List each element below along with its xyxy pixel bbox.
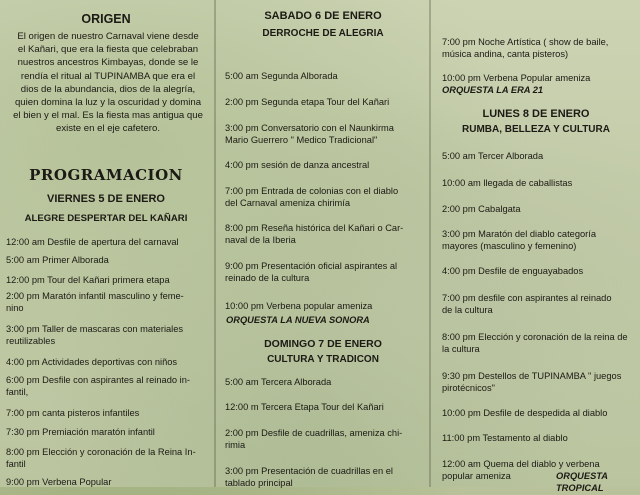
event-line: 12:00 am Desfile de apertura del carnaval [6, 237, 179, 247]
fold-line-2 [429, 0, 431, 487]
event-line: 3:00 pm Presentación de cuadrillas en el [225, 466, 393, 476]
origen-line: rendía el ritual al TUPINAMBA que era el [20, 70, 196, 82]
event-line: 2:00 pm Cabalgata [442, 204, 521, 214]
origen-paragraph [6, 30, 210, 136]
event-line: tablado principal [225, 478, 293, 489]
event-line: música andina, canta pisteros) [442, 49, 569, 60]
event-line: 9:00 pm Verbena Popular [6, 477, 112, 487]
event-item [442, 265, 583, 277]
event-line: 12:00 am Quema del diablo y verbena [442, 459, 600, 469]
event-line: 7:30 pm Premiación maratón infantil [6, 427, 155, 437]
event-item [225, 260, 397, 285]
event-item [6, 407, 139, 419]
event-item [442, 432, 568, 444]
subtitle-viernes: ALEGRE DESPERTAR DEL KAÑARI [24, 213, 188, 224]
event-line: 2:00 pm Segunda etapa Tour del Kañari [225, 97, 390, 107]
event-line: 8:00 pm Reseña histórica del Kañari o Car- [225, 223, 404, 233]
event-item [225, 185, 398, 210]
event-line: 10:00 pm Verbena popular ameniza [225, 301, 373, 311]
event-item [6, 254, 109, 266]
day-viernes: VIERNES 5 DE ENERO [47, 193, 165, 205]
origen-title: ORIGEN [81, 12, 131, 26]
event-line: 7:00 pm Noche Artística ( show de baile, [442, 37, 609, 47]
event-item [442, 407, 607, 419]
event-line: rimia [225, 440, 246, 451]
event-item [225, 376, 331, 388]
event-item [225, 159, 369, 171]
event-line: 8:00 pm Elección y coronación de la Reina In- [6, 447, 196, 457]
event-item [225, 222, 403, 247]
event-line: 11:00 pm Testamento al diablo [442, 433, 568, 443]
event-line: 3:00 pm Taller de mascaras con materiales [6, 324, 184, 334]
column-lunes [432, 0, 640, 494]
event-item [6, 236, 179, 248]
event-line: naval de la Iberia [225, 235, 296, 246]
event-line: 9:30 pm Destellos de TUPINAMBA " juegos [442, 371, 622, 381]
event-line: 3:00 pm Maratón del diablo categoría [442, 229, 597, 239]
event-line: mayores (masculino y femenino) [442, 241, 577, 252]
event-item [6, 356, 177, 368]
event-item [225, 96, 389, 108]
day-domingo: DOMINGO 7 DE ENERO [264, 338, 382, 350]
event-item [442, 370, 621, 395]
event-line: fantil, [6, 387, 29, 398]
day-lunes: LUNES 8 DE ENERO [482, 108, 590, 120]
day-sabado: SABADO 6 DE ENERO [264, 10, 382, 22]
column-sabado-domingo [218, 0, 428, 487]
event-line: 2:00 pm Maratón infantil masculino y feme- [6, 291, 184, 301]
event-line: 9:00 pm Presentación oficial aspirantes al [225, 261, 398, 271]
event-line: 5:00 am Tercer Alborada [442, 151, 544, 161]
event-line: Mario Guerrero " Medico Tradicional" [225, 135, 378, 146]
subtitle-sabado: DERROCHE DE ALEGRIA [262, 28, 384, 39]
origen-line: nuestros ancestros Kimbayas, donde se le [17, 57, 199, 69]
subtitle-domingo: CULTURA Y TRADICON [267, 354, 379, 365]
event-item [225, 401, 384, 413]
origen-line: El origen de nuestro Carnaval viene desde [17, 31, 199, 42]
event-item [225, 122, 394, 147]
orquesta-tropical: ORQUESTA TROPICAL [556, 471, 608, 494]
event-line: 7:00 pm Entrada de colonias con el diablo [225, 186, 399, 196]
event-line: 7:00 pm canta pisteros infantiles [6, 408, 140, 418]
orquesta-la-era: ORQUESTA LA ERA 21 [442, 85, 544, 95]
event-line: 5:00 am Segunda Alborada [225, 71, 338, 81]
event-line: 10:00 pm Desfile de despedida al diablo [442, 408, 608, 418]
event-item [225, 70, 338, 82]
event-line: pirotécnicos" [442, 383, 495, 394]
programacion-title: PROGRAMACION [29, 166, 183, 184]
event-line: 6:00 pm Desfile con aspirantes al reinado in- [6, 375, 190, 385]
event-item [6, 426, 155, 438]
event-item [442, 177, 572, 189]
event-item [442, 228, 596, 253]
origen-line: quien domina la luz y la oscuridad y domina [14, 97, 202, 109]
event-line: 2:00 pm Desfile de cuadrillas, ameniza chi- [225, 428, 403, 438]
event-line: 10:00 am llegada de caballistas [442, 178, 573, 188]
origen-line: el Kañari, que era la fiesta que celebraban [17, 44, 199, 56]
subtitle-lunes: RUMBA, BELLEZA Y CULTURA [462, 124, 610, 135]
event-line: 3:00 pm Conversatorio con el Naunkirma [225, 123, 394, 133]
origen-line: el bien y el mal. Es la fiesta mas antigua que [13, 110, 203, 122]
event-item [442, 203, 521, 215]
event-item [6, 446, 196, 471]
event-item [225, 465, 393, 490]
event-item [442, 36, 608, 61]
column-origen-viernes [0, 0, 212, 487]
event-line: fantil [6, 459, 26, 470]
event-line: reutilizables [6, 336, 56, 347]
event-line: del Carnaval ameniza chirimía [225, 198, 351, 209]
event-item [442, 72, 590, 84]
event-item [442, 150, 543, 162]
event-line: 12:00 pm Tour del Kañari primera etapa [6, 275, 170, 285]
event-item [6, 274, 170, 286]
event-line: 5:00 am Primer Alborada [6, 255, 109, 265]
event-line: 4:00 pm Desfile de enguayabados [442, 266, 584, 276]
event-item [6, 323, 183, 348]
event-item [225, 427, 402, 452]
event-item [225, 300, 372, 312]
event-line: 4:00 pm Actividades deportivas con niños [6, 357, 178, 367]
event-line: 5:00 am Tercera Alborada [225, 377, 332, 387]
event-line: 7:00 pm desfile con aspirantes al reinado [442, 293, 612, 303]
origen-line: existe en el eje cafetero. [56, 123, 160, 135]
event-line: popular ameniza [442, 471, 511, 482]
event-line: 8:00 pm Elección y coronación de la reina de [442, 332, 628, 342]
event-line: reinado de la cultura [225, 273, 310, 284]
event-line: 4:00 pm sesión de danza ancestral [225, 160, 370, 170]
event-item [6, 290, 184, 315]
event-item [442, 331, 628, 356]
event-line: 10:00 pm Verbena Popular ameniza [442, 73, 591, 83]
fold-line-1 [214, 0, 216, 487]
event-item [6, 374, 190, 399]
event-item [442, 292, 612, 317]
origen-line: dios de la abundancia, dios de la alegría, [20, 83, 196, 95]
event-line: de la cultura [442, 305, 493, 316]
event-line: 12:00 m Tercera Etapa Tour del Kañari [225, 402, 384, 412]
orquesta-nueva-sonora: ORQUESTA LA NUEVA SONORA [226, 315, 370, 325]
event-line: la cultura [442, 344, 480, 355]
event-line: nino [6, 303, 24, 314]
